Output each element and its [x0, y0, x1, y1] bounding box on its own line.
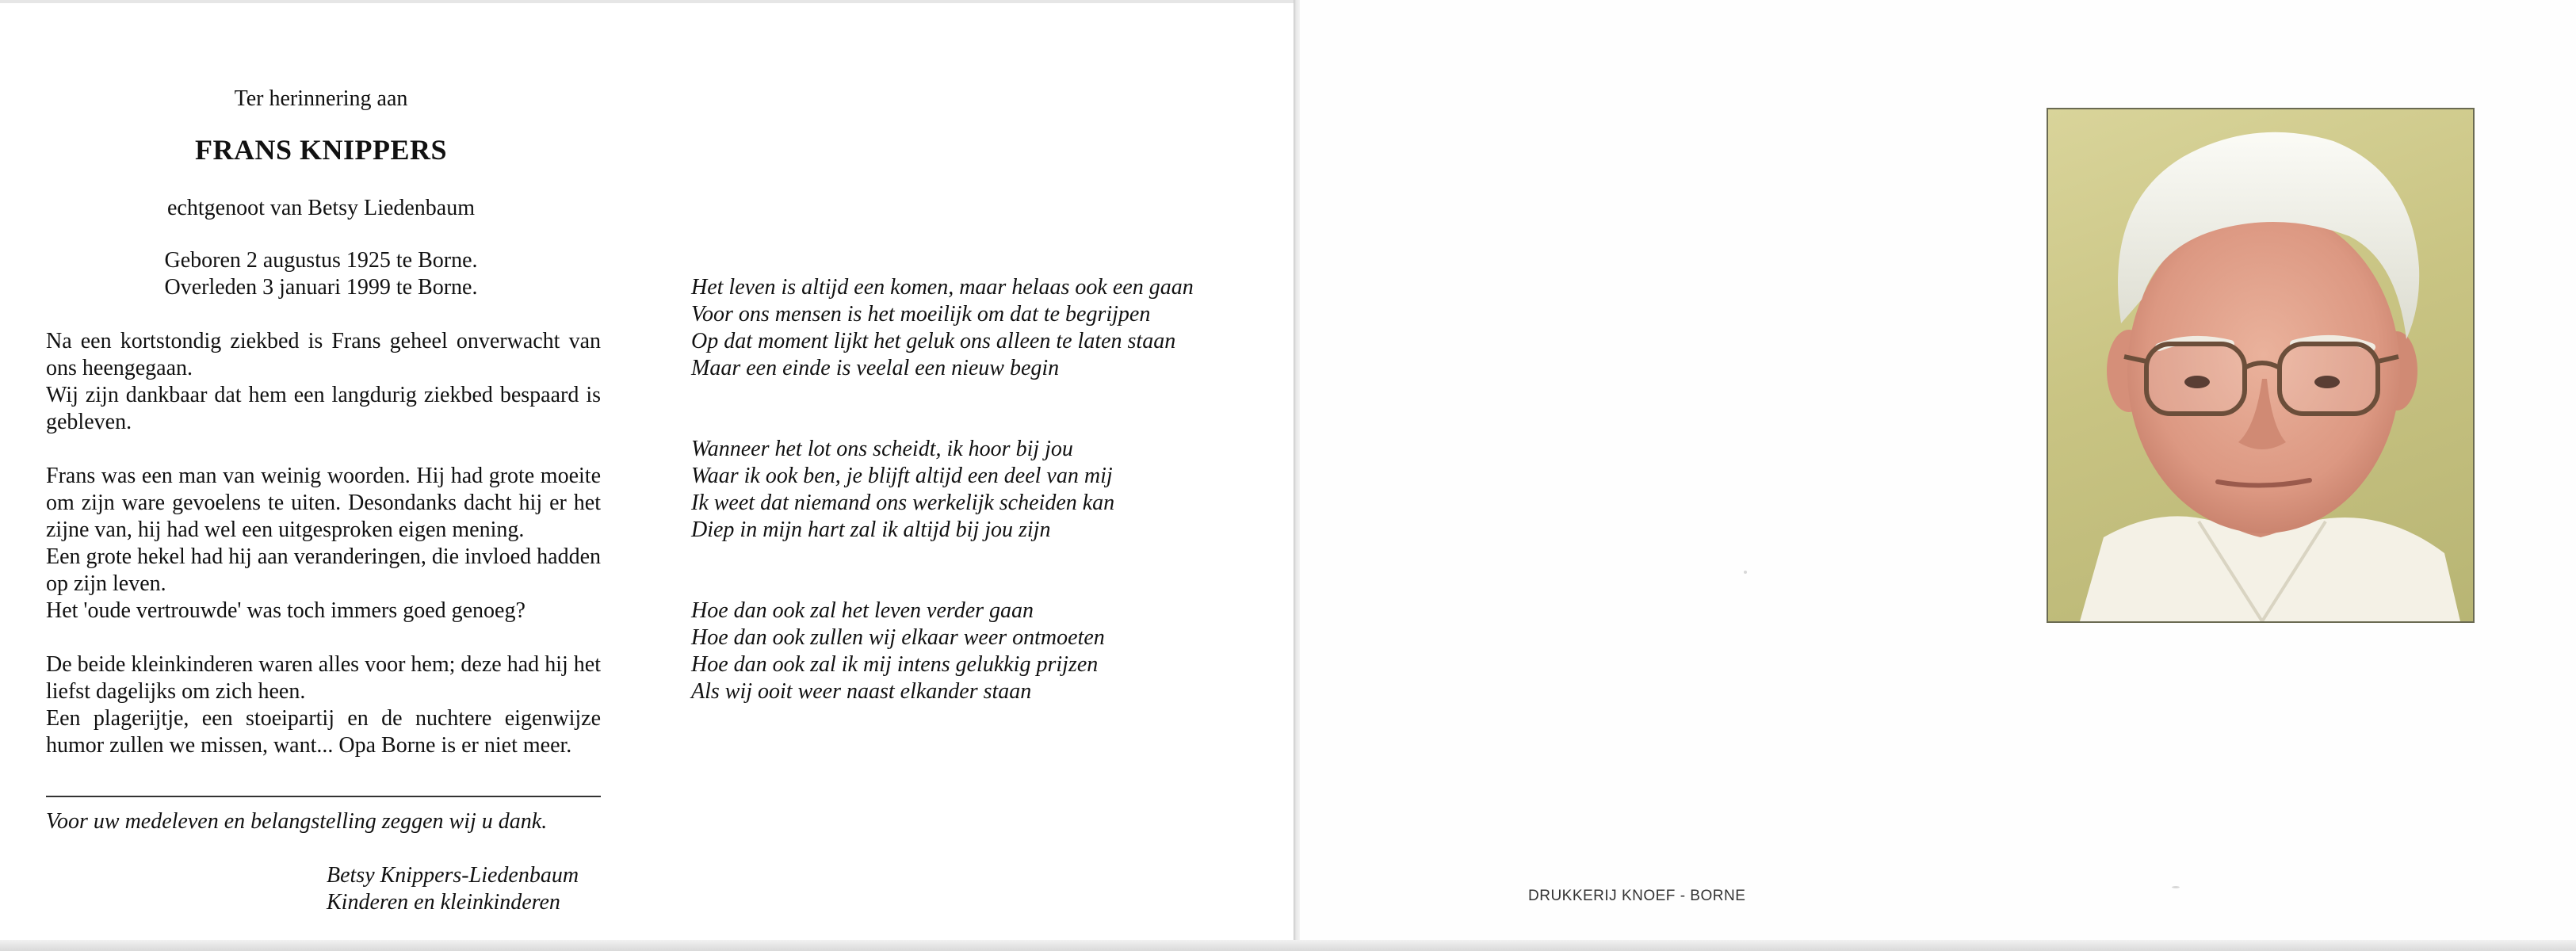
poem-line: Hoe dan ook zal het leven verder gaan: [691, 598, 1034, 623]
signature-block: [327, 862, 628, 916]
poem-line: Waar ik ook ben, je blijft altijd een deel van mij: [691, 464, 1113, 488]
poem-line: Wanneer het lot ons scheidt, ik hoor bij jou: [691, 437, 1073, 461]
poem-line: Ik weet dat niemand ons werkelijk scheiden kan: [691, 491, 1115, 515]
birth-line: Geboren 2 augustus 1925 te Borne.: [164, 248, 478, 273]
poem-stanza: [691, 598, 1278, 705]
paper-speck: [2172, 886, 2180, 888]
story-sentence: Na een kortstondig ziekbed is Frans geheel onverwacht van ons heengegaan.: [46, 329, 601, 380]
thanks-line: Voor uw medeleven en belangstelling zeggen wij u dank.: [46, 809, 548, 834]
poem-line: Op dat moment lijkt het geluk ons alleen te laten staan: [691, 329, 1176, 353]
poem-line: Hoe dan ook zal ik mij intens gelukkig prijzen: [691, 652, 1099, 677]
life-dates: [119, 247, 523, 301]
portrait-page: [1300, 0, 2576, 951]
card-bottom-edge: [0, 940, 2576, 951]
poem-line: Hoe dan ook zullen wij elkaar weer ontmoeten: [691, 625, 1105, 650]
story-sentence: De beide kleinkinderen waren alles voor hem; deze had hij het liefst dagelijks om zich heen.: [46, 652, 601, 704]
poem-line: Als wij ooit weer naast elkander staan: [691, 679, 1032, 704]
story-paragraph: [46, 328, 601, 436]
portrait-photo: [2047, 108, 2475, 623]
story-sentence: Het 'oude vertrouwde' was toch immers goed genoeg?: [46, 598, 526, 623]
poem-stanza: [691, 436, 1278, 544]
life-story: [46, 328, 601, 786]
story-paragraph: [46, 463, 601, 624]
signature-line: Betsy Knippers-Liedenbaum: [327, 863, 579, 888]
story-sentence: Wij zijn dankbaar dat hem een langdurig ziekbed bespaard is gebleven.: [46, 383, 601, 434]
signature-line: Kinderen en kleinkinderen: [327, 890, 560, 915]
story-sentence: Frans was een man van weinig woorden. Hij had grote moeite om zijn ware gevoelens te uiten. Desondanks dacht hij er het zijne van, hij had wel een uitgesproken eigen mening.: [46, 464, 601, 542]
printer-credit: DRUKKERIJ KNOEF - BORNE: [1528, 888, 1746, 904]
poem-line: Het leven is altijd een komen, maar helaas ook een gaan: [691, 275, 1194, 300]
story-sentence: Een plagerijtje, een stoeipartij en de nuchtere eigenwijze humor zullen we missen, want... Opa Borne is er niet meer.: [46, 706, 601, 758]
poem-line: Diep in mijn hart zal ik altijd bij jou zijn: [691, 518, 1051, 542]
deceased-name: FRANS KNIPPERS: [194, 134, 448, 166]
paper-speck: [1744, 571, 1747, 574]
poem-line: Voor ons mensen is het moeilijk om dat te begrijpen: [691, 302, 1151, 327]
divider-line: [46, 796, 601, 797]
poem: [691, 274, 1278, 759]
poem-stanza: [691, 274, 1278, 382]
death-line: Overleden 3 januari 1999 te Borne.: [164, 275, 478, 300]
portrait-image: [2048, 109, 2473, 621]
story-paragraph: [46, 651, 601, 759]
story-sentence: Een grote hekel had hij aan veranderingen, die invloed hadden op zijn leven.: [46, 544, 601, 596]
poem-line: Maar een einde is veelal een nieuw begin: [691, 356, 1060, 380]
intro-line: Ter herinnering aan: [234, 86, 408, 111]
card-fold: [1294, 0, 1300, 951]
spouse-line: echtgenoot van Betsy Liedenbaum: [167, 196, 475, 220]
